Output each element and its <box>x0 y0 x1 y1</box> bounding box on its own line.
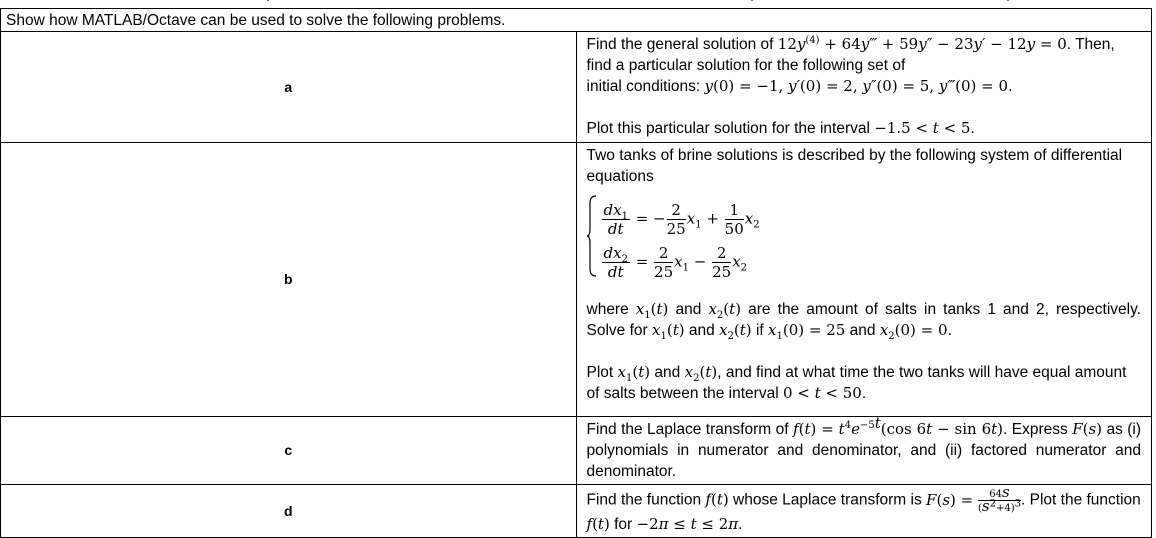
instructions: Show how MATLAB/Octave can be used to solve the following problems. <box>1 9 1152 32</box>
problem-a-line2: initial conditions: y(0) = −1, y′(0) = 2, y″(0) = 5, y‴(0) = 0. <box>586 77 1013 95</box>
problem-row-a <box>1 32 1152 143</box>
problem-label-d: d <box>1 485 577 538</box>
problem-table <box>0 8 1152 538</box>
problem-label-c: c <box>1 417 577 485</box>
problem-b-intro: Two tanks of brine solutions is described by the following system of differential equations <box>586 147 1123 185</box>
problem-row-c <box>1 417 1152 485</box>
table-header-row <box>1 9 1152 32</box>
problem-c-text: Find the Laplace transform of $f(t) = t^4e^{-5t}(\cos$ 6t − sin 6t). Express F(s) as (i) polynomials in numerator and denominator, and (ii) factored numerator and denominator. <box>586 414 1142 480</box>
problem-a-line3: Plot this particular solution for the interval −1.5 < t < 5. <box>586 119 975 137</box>
ode-system <box>587 189 1142 299</box>
problem-label-b: b <box>1 143 577 417</box>
problem-a-line1: Find the general solution of $12y^{(4)}$ + 64y‴ + 59y″ − 23y′ − 12y = 0. Then, find a particular solution for the following set of <box>586 35 1115 74</box>
problem-a-content <box>576 32 1152 143</box>
ode-equation-1: $\frac{dx_1}{dt}$ = − $\frac{2}{25}$ $x_1$ + $\frac{1}{50}$ $x_2$ <box>603 201 760 238</box>
problem-row-b <box>1 143 1152 417</box>
problem-label-a: a <box>1 32 577 143</box>
top-rule-fragments <box>0 0 1152 1</box>
problem-b-plot: Plot $x_1(t)$ and $x_2(t)$, and find at what time the two tanks will have equal amount of salts between the interval 0 < t < 50. <box>586 363 1127 402</box>
problem-d-text: Find the function f(t) whose Laplace transform is F(s) = $\frac{64s}{(s2+4)3}$ . Plot the function f(t) for −2π ≤ t ≤ 2π. <box>586 483 1141 533</box>
problem-b-content <box>576 143 1152 417</box>
ode-equation-2: $\frac{dx_2}{dt}$ = $\frac{2}{25}$ $x_1$ − $\frac{2}{25}$ $x_2$ <box>603 244 748 281</box>
problem-b-where: where $x_1(t)$ and $x_2(t)$ are the amount of salts in tanks 1 and 2, respectively. Solve for $x_1(t)$ and $x_2(t)$ if $x_1(0) = 25$ and $x_2(0) = 0$. <box>586 300 1141 342</box>
problem-row-d <box>1 485 1152 538</box>
problem-d-content <box>576 485 1152 538</box>
left-brace <box>587 195 597 277</box>
problem-c-content <box>576 414 1152 485</box>
